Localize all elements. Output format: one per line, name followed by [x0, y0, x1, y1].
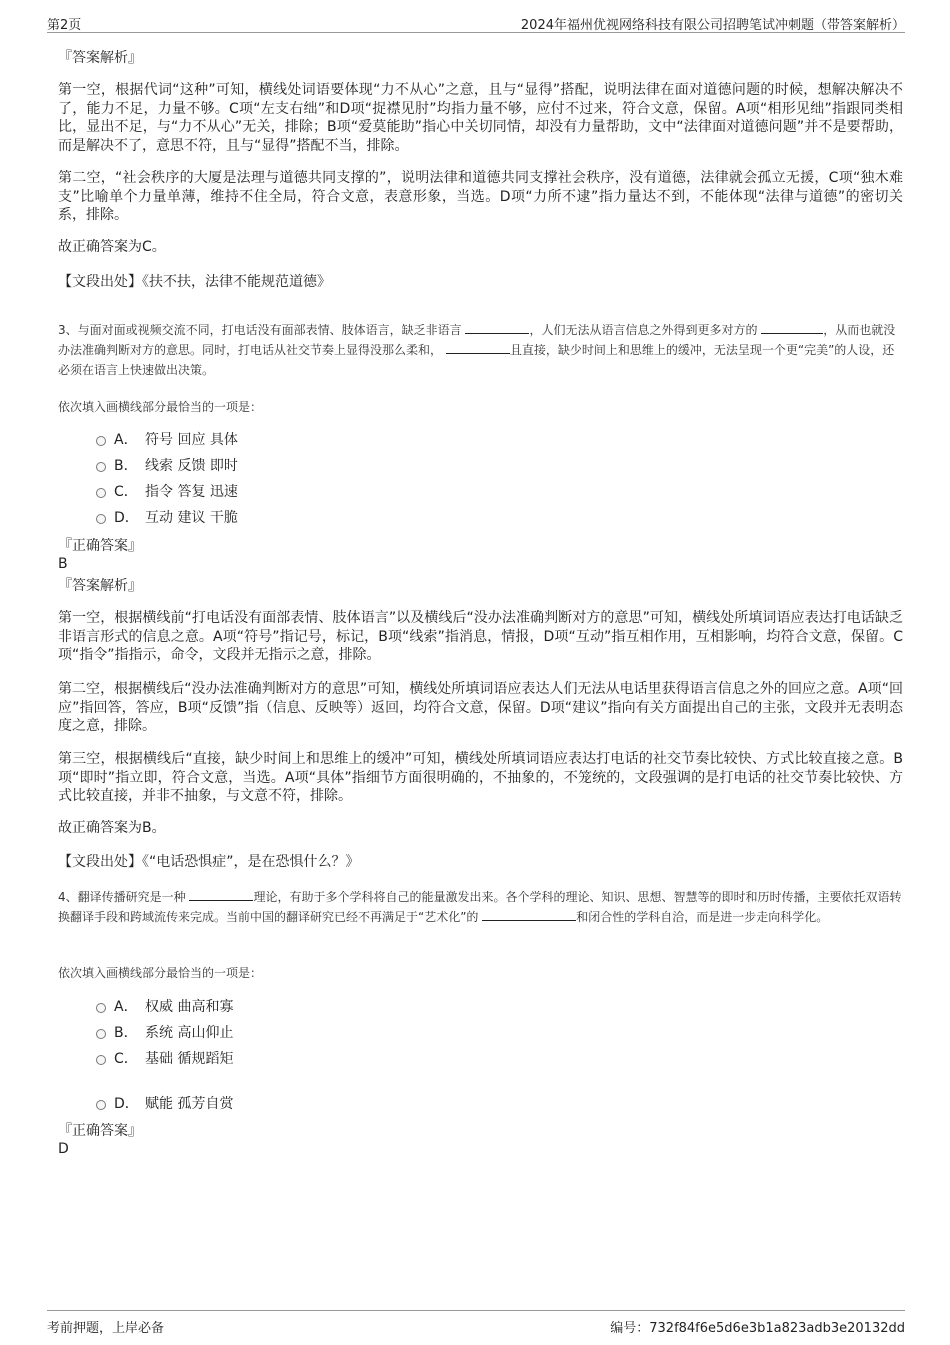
radio-icon[interactable]: [96, 462, 106, 472]
q3-source: 【文段出处】《“电话恐惧症”，是在恐惧什么？》: [58, 854, 360, 870]
option-text: 线索 反馈 即时: [145, 458, 238, 474]
document-title: 2024年福州优视网络科技有限公司招聘笔试冲刺题（带答案解析）: [520, 18, 905, 33]
q4-blank-1: [189, 888, 253, 901]
q3-stem: [58, 320, 903, 380]
q3-blank-1: [465, 321, 529, 334]
q4-correct-answer: D: [58, 1141, 69, 1157]
q2-analysis-paragraph-2: 第二空，“社会秩序的大厦是法理与道德共同支撑的”，说明法律和道德共同支撑社会秩序，没有道德，法律就会孤立无援，C项“独木难支”比喻单个力量单薄，维持不住全局，符合文意，表意形象，当选。D项“力所不逮”指力量达不到，不能体现“法律与道德”的密切关系，排除。: [58, 170, 903, 223]
q2-analysis-paragraph-1: 第一空，根据代词“这种”可知，横线处词语要体现“力不从心”之意，且与“显得”搭配，说明法律在面对道德问题的时候，想解决解决不了，能力不足，力量不够。C项“左支右绌”和D项“捉襟见肘”均指力量不够，应付不过来，符合文意，保留。A项“相形见绌”指跟同类相比，显出不足，与“力不从心”无关，排除；B项“爱莫能助”指心中关切同情，却没有力量帮助，文中“法律面对道德问题”并不是要帮助，而是解决不了，意思不符，且与“显得”搭配不当，排除。: [58, 82, 903, 154]
document-code: [610, 1317, 905, 1336]
q3-conclusion: 故正确答案为B。: [58, 820, 166, 836]
q3-prompt: 依次填入画横线部分最恰当的一项是：: [58, 400, 263, 414]
q3-analysis-paragraph-2: 第二空，根据横线后“没办法准确判断对方的意思”可知，横线处所填词语应表达人们无法从电话里获得语言信息之外的回应之意。A项“回应”指回答，答应，B项“反馈”指（信息、反映等）返回，均符合文意，保留。D项“建议”指向有关方面提出自己的主张，文段并无表明态度之意，排除。: [58, 681, 903, 734]
q3-blank-2: [761, 321, 823, 334]
option-label: C．: [114, 484, 138, 500]
option-text: 基础 循规蹈矩: [145, 1051, 234, 1067]
option-text: 互动 建议 干脆: [145, 510, 238, 526]
radio-icon[interactable]: [96, 1055, 106, 1065]
q4-stem: [58, 887, 903, 927]
q3-stem-part-c: ，从而也就没办法准确判断对方的意思。同时，打电话从社交节奏上显得没那么柔和，: [58, 323, 896, 357]
footer-slogan: 考前押题，上岸必备: [47, 1321, 165, 1336]
radio-icon[interactable]: [96, 436, 106, 446]
q3-correct-answer: B: [58, 556, 68, 572]
q4-prompt: 依次填入画横线部分最恰当的一项是：: [58, 966, 263, 980]
option-text: 系统 高山仰止: [145, 1025, 234, 1041]
option-label: C．: [114, 1051, 138, 1067]
q4-stem-part-c: 和闭合性的学科自洽，而是进一步走向科学化。: [576, 910, 829, 924]
radio-icon[interactable]: [96, 1003, 106, 1013]
option-label: B．: [114, 458, 138, 474]
q4-stem-part-b: 理论，有助于多个学科将自己的能量激发出来。各个学科的理论、知识、思想、智慧等的即时和历时传播，主要依托双语转换翻译手段和跨域流传来完成。当前中国的翻译研究已经不再满足于“艺术化”的: [58, 890, 902, 924]
option-label: B．: [114, 1025, 138, 1041]
document-code-label: 编号：: [610, 1321, 650, 1336]
q2-conclusion: 故正确答案为C。: [58, 239, 166, 255]
radio-icon[interactable]: [96, 1100, 106, 1110]
radio-icon[interactable]: [96, 488, 106, 498]
option-text: 符号 回应 具体: [145, 432, 238, 448]
page-footer: [47, 1310, 905, 1335]
q3-stem-part-b: ，人们无法从语言信息之外得到更多对方的: [529, 323, 762, 337]
q3-analysis-label: 『答案解析』: [58, 578, 142, 594]
option-text: 赋能 孤芳自赏: [145, 1096, 234, 1112]
q2-analysis-label: 『答案解析』: [58, 50, 142, 66]
option-label: A．: [114, 999, 138, 1015]
q3-stem-part-a: 3、与面对面或视频交流不同，打电话没有面部表情、肢体语言，缺乏非语言: [58, 323, 466, 337]
option-text: 指令 答复 迅速: [145, 484, 238, 500]
q4-blank-2: [482, 908, 576, 921]
q4-stem-part-a: 4、翻译传播研究是一种: [58, 890, 190, 904]
q2-source: 【文段出处】《扶不扶，法律不能规范道德》: [58, 274, 331, 290]
q4-correct-label: 『正确答案』: [58, 1123, 142, 1139]
radio-icon[interactable]: [96, 514, 106, 524]
document-code-value: 732f84f6e5d6e3b1a823adb3e20132dd: [649, 1321, 905, 1336]
option-label: D．: [114, 1096, 139, 1112]
option-label: A．: [114, 432, 138, 448]
q3-correct-label: 『正确答案』: [58, 538, 142, 554]
option-text: 权威 曲高和寡: [145, 999, 234, 1015]
radio-icon[interactable]: [96, 1029, 106, 1039]
q3-analysis-paragraph-1: 第一空，根据横线前“打电话没有面部表情、肢体语言”以及横线后“没办法准确判断对方的意思”可知，横线处所填词语应表达打电话缺乏非语言形式的信息之意。A项“符号”指记号，标记，B项“线索”指消息，情报，D项“互动”指互相作用，互相影响，均符合文意，保留。C项“指令”指指示，命令，文段并无指示之意，排除。: [58, 610, 903, 663]
q3-blank-3: [446, 341, 510, 354]
page-header: [47, 12, 905, 33]
q3-stem-part-d: 且直接，缺少时间上和思维上的缓冲，无法呈现一个更“完美”的人设，还必须在语言上快速做出决策。: [58, 343, 895, 377]
q3-analysis-paragraph-3: 第三空，根据横线后“直接，缺少时间上和思维上的缓冲”可知，横线处所填词语应表达打电话的社交节奏比较快、方式比较直接之意。B项“即时”指立即，符合文意，当选。A项“具体”指细节方面很明确的，不抽象的，不笼统的，文段强调的是打电话的社交节奏比较快、方式比较直接，并非不抽象，与文意不符，排除。: [58, 751, 903, 804]
page-number: 第2页: [47, 18, 82, 33]
option-label: D．: [114, 510, 139, 526]
